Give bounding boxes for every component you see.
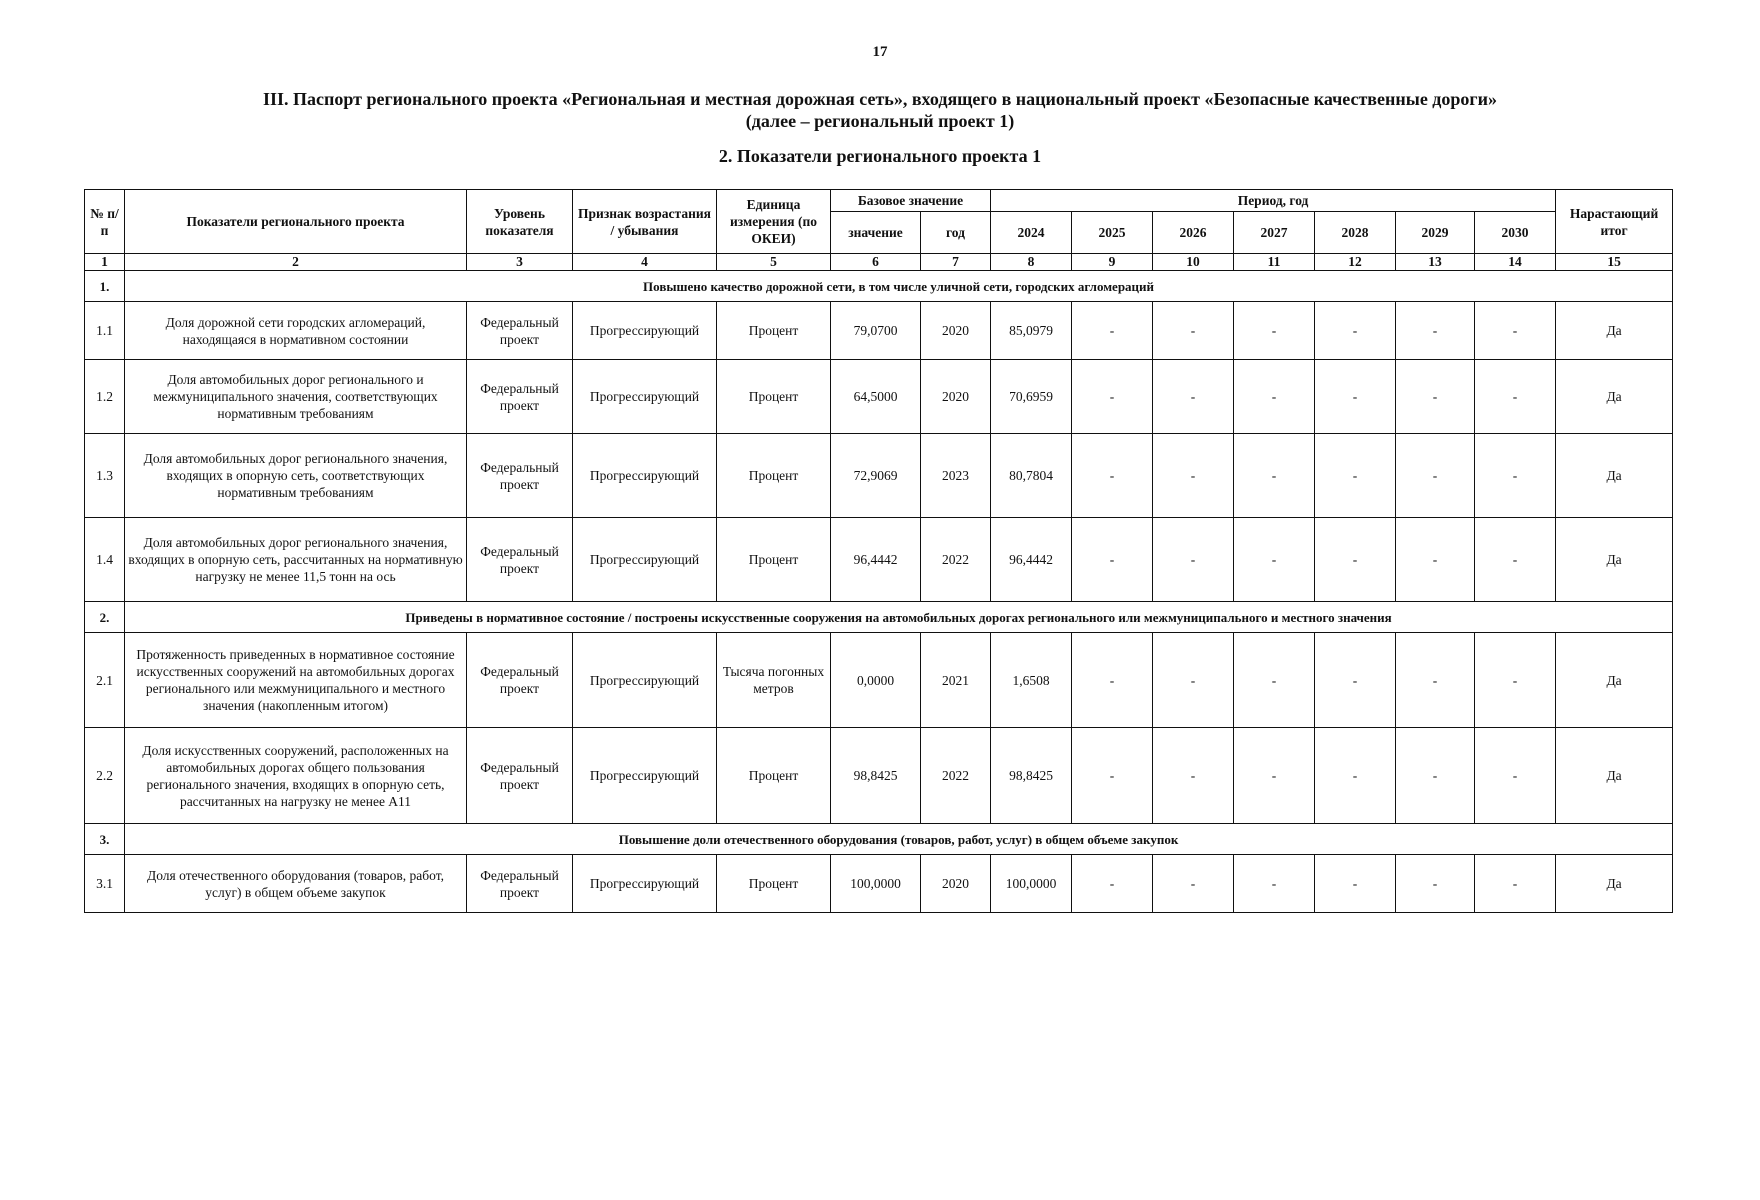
row-number: 1.1 — [85, 302, 125, 360]
title-line-2: (далее – региональный проект 1) — [745, 111, 1015, 131]
header-base: Базовое значение — [831, 190, 991, 212]
period-value: - — [1475, 633, 1556, 728]
section-title: Приведены в нормативное состояние / построены искусственные сооружения на автомобильных дорогах регионального или межмуниципального и местного значения — [125, 602, 1673, 633]
header-year: 2030 — [1475, 212, 1556, 254]
period-value: - — [1072, 728, 1153, 824]
period-value: - — [1153, 302, 1234, 360]
period-value: - — [1396, 434, 1475, 518]
column-number: 7 — [921, 254, 991, 271]
period-value: - — [1153, 855, 1234, 913]
header-year: 2028 — [1315, 212, 1396, 254]
table-body — [85, 271, 1673, 913]
table-row — [85, 360, 1673, 434]
indicator-trend: Прогрессирующий — [573, 360, 717, 434]
base-value: 98,8425 — [831, 728, 921, 824]
indicator-level: Федеральный проект — [467, 728, 573, 824]
period-value: - — [1153, 518, 1234, 602]
indicator-trend: Прогрессирующий — [573, 434, 717, 518]
row-number: 2.2 — [85, 728, 125, 824]
period-value: - — [1396, 633, 1475, 728]
cumulative-flag: Да — [1556, 302, 1673, 360]
header-indicator: Показатели регионального проекта — [125, 190, 467, 254]
cumulative-flag: Да — [1556, 855, 1673, 913]
column-number: 8 — [991, 254, 1072, 271]
period-value: - — [1475, 302, 1556, 360]
indicator-unit: Тысяча погонных метров — [717, 633, 831, 728]
period-value: - — [1234, 633, 1315, 728]
table-row — [85, 633, 1673, 728]
table-row — [85, 434, 1673, 518]
cumulative-flag: Да — [1556, 728, 1673, 824]
indicator-unit: Процент — [717, 360, 831, 434]
indicator-name: Доля автомобильных дорог регионального значения, входящих в опорную сеть, соответствующих нормативным требованиям — [125, 434, 467, 518]
period-value: - — [1315, 633, 1396, 728]
period-value: - — [1396, 360, 1475, 434]
cumulative-flag: Да — [1556, 434, 1673, 518]
period-value: 98,8425 — [991, 728, 1072, 824]
column-number: 11 — [1234, 254, 1315, 271]
indicator-name: Доля автомобильных дорог регионального и межмуниципального значения, соответствующих нормативным требованиям — [125, 360, 467, 434]
table-header — [85, 190, 1673, 254]
indicator-level: Федеральный проект — [467, 360, 573, 434]
indicator-level: Федеральный проект — [467, 302, 573, 360]
header-year: 2026 — [1153, 212, 1234, 254]
section-title: Повышено качество дорожной сети, в том числе уличной сети, городских агломераций — [125, 271, 1673, 302]
period-value: - — [1153, 434, 1234, 518]
period-value: - — [1072, 434, 1153, 518]
base-year: 2022 — [921, 518, 991, 602]
period-value: 96,4442 — [991, 518, 1072, 602]
base-year: 2021 — [921, 633, 991, 728]
column-number: 5 — [717, 254, 831, 271]
indicator-unit: Процент — [717, 728, 831, 824]
period-value: - — [1396, 518, 1475, 602]
header-num: № п/п — [85, 190, 125, 254]
header-year: 2025 — [1072, 212, 1153, 254]
row-number: 3.1 — [85, 855, 125, 913]
column-number: 10 — [1153, 254, 1234, 271]
header-level: Уровень показателя — [467, 190, 573, 254]
title-line-1: III. Паспорт регионального проекта «Региональная и местная дорожная сеть», входящего в национальный проект «Безопасные качественные дороги» — [263, 89, 1497, 109]
period-value: - — [1153, 360, 1234, 434]
period-value: - — [1475, 360, 1556, 434]
section-subtitle: 2. Показатели регионального проекта 1 — [718, 146, 1042, 166]
base-year: 2020 — [921, 302, 991, 360]
header-period: Период, год — [991, 190, 1556, 212]
period-value: - — [1072, 855, 1153, 913]
indicator-unit: Процент — [717, 434, 831, 518]
period-value: 100,0000 — [991, 855, 1072, 913]
row-number: 1.3 — [85, 434, 125, 518]
period-value: 70,6959 — [991, 360, 1072, 434]
period-value: - — [1072, 302, 1153, 360]
row-number: 1.4 — [85, 518, 125, 602]
period-value: - — [1315, 728, 1396, 824]
section-number: 1. — [85, 271, 125, 302]
period-value: - — [1072, 360, 1153, 434]
period-value: - — [1072, 518, 1153, 602]
period-value: - — [1396, 302, 1475, 360]
section-number: 3. — [85, 824, 125, 855]
column-number: 9 — [1072, 254, 1153, 271]
indicator-name: Протяженность приведенных в нормативное состояние искусственных сооружений на автомобильных дорогах регионального или межмуниципального и местного значения (накопленным итогом) — [125, 633, 467, 728]
indicators-table — [84, 189, 1673, 913]
base-year: 2020 — [921, 360, 991, 434]
period-value: - — [1475, 855, 1556, 913]
cumulative-flag: Да — [1556, 360, 1673, 434]
period-value: - — [1315, 360, 1396, 434]
indicator-name: Доля отечественного оборудования (товаров, работ, услуг) в общем объеме закупок — [125, 855, 467, 913]
period-value: - — [1315, 434, 1396, 518]
section-row — [85, 271, 1673, 302]
column-number: 2 — [125, 254, 467, 271]
header-year: 2029 — [1396, 212, 1475, 254]
period-value: - — [1475, 518, 1556, 602]
indicator-trend: Прогрессирующий — [573, 633, 717, 728]
base-value: 0,0000 — [831, 633, 921, 728]
indicator-trend: Прогрессирующий — [573, 518, 717, 602]
header-base-year: год — [921, 212, 991, 254]
column-number: 13 — [1396, 254, 1475, 271]
indicator-trend: Прогрессирующий — [573, 302, 717, 360]
cumulative-flag: Да — [1556, 518, 1673, 602]
period-value: - — [1234, 360, 1315, 434]
period-value: - — [1475, 728, 1556, 824]
indicator-level: Федеральный проект — [467, 633, 573, 728]
base-value: 79,0700 — [831, 302, 921, 360]
base-year: 2022 — [921, 728, 991, 824]
column-number: 6 — [831, 254, 921, 271]
header-year: 2024 — [991, 212, 1072, 254]
column-numbers-row — [85, 254, 1673, 271]
indicator-unit: Процент — [717, 518, 831, 602]
column-number: 3 — [467, 254, 573, 271]
section-row — [85, 824, 1673, 855]
period-value: - — [1315, 518, 1396, 602]
table-row — [85, 518, 1673, 602]
period-value: - — [1234, 434, 1315, 518]
base-value: 96,4442 — [831, 518, 921, 602]
base-year: 2023 — [921, 434, 991, 518]
base-value: 64,5000 — [831, 360, 921, 434]
header-year: 2027 — [1234, 212, 1315, 254]
document-title — [0, 88, 1760, 132]
period-value: 80,7804 — [991, 434, 1072, 518]
period-value: - — [1234, 302, 1315, 360]
base-value: 100,0000 — [831, 855, 921, 913]
period-value: - — [1315, 855, 1396, 913]
indicator-trend: Прогрессирующий — [573, 855, 717, 913]
period-value: - — [1234, 855, 1315, 913]
indicator-level: Федеральный проект — [467, 434, 573, 518]
period-value: - — [1153, 728, 1234, 824]
section-title: Повышение доли отечественного оборудования (товаров, работ, услуг) в общем объеме закупок — [125, 824, 1673, 855]
header-base-value: значение — [831, 212, 921, 254]
column-number: 14 — [1475, 254, 1556, 271]
indicator-name: Доля дорожной сети городских агломераций, находящаяся в нормативном состоянии — [125, 302, 467, 360]
period-value: - — [1315, 302, 1396, 360]
column-number: 4 — [573, 254, 717, 271]
table-row — [85, 728, 1673, 824]
period-value: - — [1396, 728, 1475, 824]
period-value: - — [1234, 728, 1315, 824]
indicator-unit: Процент — [717, 855, 831, 913]
period-value: - — [1396, 855, 1475, 913]
section-number: 2. — [85, 602, 125, 633]
indicator-level: Федеральный проект — [467, 518, 573, 602]
period-value: 85,0979 — [991, 302, 1072, 360]
page-number: 17 — [872, 44, 888, 60]
header-trend: Признак возрастания / убывания — [573, 190, 717, 254]
base-year: 2020 — [921, 855, 991, 913]
indicator-unit: Процент — [717, 302, 831, 360]
period-value: - — [1475, 434, 1556, 518]
cumulative-flag: Да — [1556, 633, 1673, 728]
base-value: 72,9069 — [831, 434, 921, 518]
period-value: - — [1072, 633, 1153, 728]
header-unit: Единица измерения (по ОКЕИ) — [717, 190, 831, 254]
table-row — [85, 855, 1673, 913]
indicator-trend: Прогрессирующий — [573, 728, 717, 824]
column-number: 12 — [1315, 254, 1396, 271]
period-value: - — [1153, 633, 1234, 728]
row-number: 1.2 — [85, 360, 125, 434]
table-row — [85, 302, 1673, 360]
indicator-name: Доля искусственных сооружений, расположенных на автомобильных дорогах общего пользования регионального значения, входящих в опорную сеть, рассчитанных на нагрузку не менее А11 — [125, 728, 467, 824]
header-cumulative: Нарастающий итог — [1556, 190, 1673, 254]
row-number: 2.1 — [85, 633, 125, 728]
section-row — [85, 602, 1673, 633]
column-number: 1 — [85, 254, 125, 271]
period-value: 1,6508 — [991, 633, 1072, 728]
indicator-level: Федеральный проект — [467, 855, 573, 913]
period-value: - — [1234, 518, 1315, 602]
indicator-name: Доля автомобильных дорог регионального значения, входящих в опорную сеть, рассчитанных на нормативную нагрузку не менее 11,5 тонн на ось — [125, 518, 467, 602]
column-number: 15 — [1556, 254, 1673, 271]
